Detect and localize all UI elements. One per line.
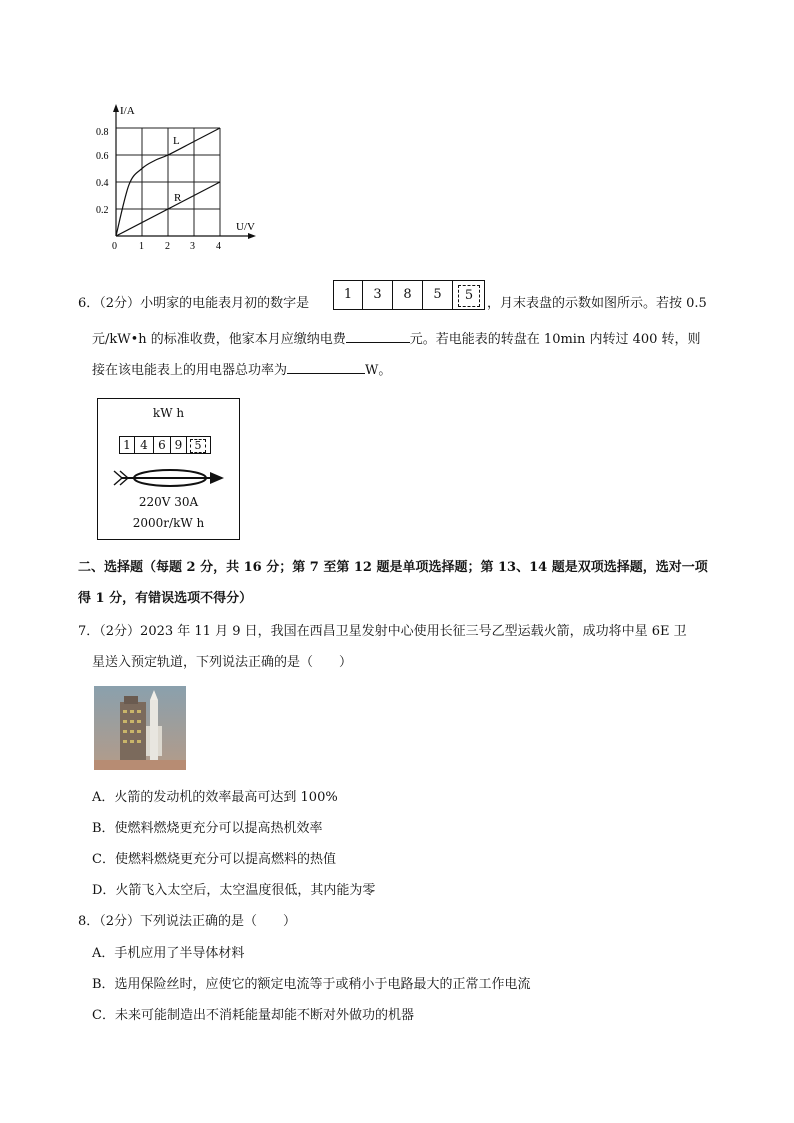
meter-digit: 9 xyxy=(171,436,187,454)
q6-line1-end: ，月末表盘的示数如图所示。若按 0.5 xyxy=(487,296,707,311)
q7-stem-cont: 星送入预定轨道，下列说法正确的是（ ） xyxy=(92,655,353,670)
q7-option-d[interactable]: D．火箭飞入太空后，太空温度很低，其内能为零 xyxy=(92,883,376,898)
y-tick: 0.8 xyxy=(96,127,109,138)
x-tick: 1 xyxy=(139,241,144,252)
y-tick: 0.4 xyxy=(96,178,109,189)
q8-option-c[interactable]: C．未来可能制造出不消耗能量却能不断对外做功的机器 xyxy=(92,1008,414,1023)
graph-grid xyxy=(116,128,220,236)
section2-header: 二、选择题（每题 2 分，共 16 分；第 7 至第 12 题是单项选择题；第 13、14 题是双项选择题，选对一项 xyxy=(78,560,708,575)
meter-digit-last xyxy=(187,436,211,454)
q6-line2-rest: 元。若电能表的转盘在 10min 内转过 400 转，则 xyxy=(409,332,701,347)
y-tick: 0.6 xyxy=(96,151,109,162)
q7-stem: 7．（2分）2023 年 11 月 9 日，我国在西昌卫星发射中心使用长征三号乙型运载火箭，成功将中星 6E 卫 xyxy=(78,624,687,639)
disc-arrow-icon xyxy=(110,465,228,491)
fee-answer-blank[interactable] xyxy=(346,330,410,343)
y-axis-label: I/A xyxy=(120,105,135,117)
section2-header-cont: 得 1 分，有错误选项不得分） xyxy=(78,591,253,606)
meter-digit: 4 xyxy=(135,436,154,454)
q6-line1 xyxy=(78,296,309,312)
y-axis-arrow xyxy=(113,104,119,112)
q6-line2 xyxy=(92,330,701,348)
x-axis-label: U/V xyxy=(236,221,255,233)
energy-meter-panel xyxy=(97,398,240,540)
meter-rating: 220V 30A xyxy=(138,495,199,509)
power-answer-blank[interactable] xyxy=(287,361,365,374)
meter-constant: 2000r/kW h xyxy=(132,516,205,530)
start-digit-dashed: 5 xyxy=(458,285,480,307)
x-tick: 4 xyxy=(216,241,221,252)
start-meter-digits xyxy=(333,280,485,310)
iu-graph xyxy=(90,98,270,258)
x-tick: 3 xyxy=(190,241,195,252)
x-axis-arrow xyxy=(248,233,256,239)
q6-number: 6． xyxy=(78,296,100,311)
q8-stem: 8．（2分）下列说法正确的是（ ） xyxy=(78,914,297,929)
q7-option-b[interactable]: B．使燃料燃烧更充分可以提高热机效率 xyxy=(92,821,323,836)
q6-line3 xyxy=(92,361,391,379)
meter-digit-dashed: 5 xyxy=(190,439,206,453)
meter-digit: 1 xyxy=(119,436,135,454)
q6-score: （2分） xyxy=(99,296,141,311)
q8-option-a[interactable]: A．手机应用了半导体材料 xyxy=(92,946,245,961)
x-tick: 0 xyxy=(112,241,117,252)
x-tick: 2 xyxy=(165,241,170,252)
meter-unit: kW h xyxy=(152,406,185,420)
q7-option-c[interactable]: C．使燃料燃烧更充分可以提高燃料的热值 xyxy=(92,852,336,867)
meter-digit: 6 xyxy=(154,436,171,454)
start-digit: 3 xyxy=(363,280,393,310)
curve-L-label: L xyxy=(173,135,180,147)
start-digit: 5 xyxy=(423,280,453,310)
q6-line3-text: 接在该电能表上的用电器总功率为 xyxy=(92,363,288,378)
q6-text: 小明家的电能表月初的数字是 xyxy=(140,296,310,311)
start-digit-last xyxy=(453,280,485,310)
y-tick: 0.2 xyxy=(96,205,109,216)
curve-R-label: R xyxy=(174,192,182,204)
start-digit: 1 xyxy=(333,280,363,310)
q8-option-b[interactable]: B．选用保险丝时，应使它的额定电流等于或稍小于电路最大的正常工作电流 xyxy=(92,977,531,992)
q6-line3-rest: W。 xyxy=(365,363,392,378)
q7-option-a[interactable]: A．火箭的发动机的效率最高可达到 100% xyxy=(92,790,338,805)
q6-line2-text: 元/kW•h 的标准收费，他家本月应缴纳电费 xyxy=(92,332,346,347)
meter-digits xyxy=(119,436,211,454)
rocket-launch-photo xyxy=(94,686,186,770)
start-digit: 8 xyxy=(393,280,423,310)
